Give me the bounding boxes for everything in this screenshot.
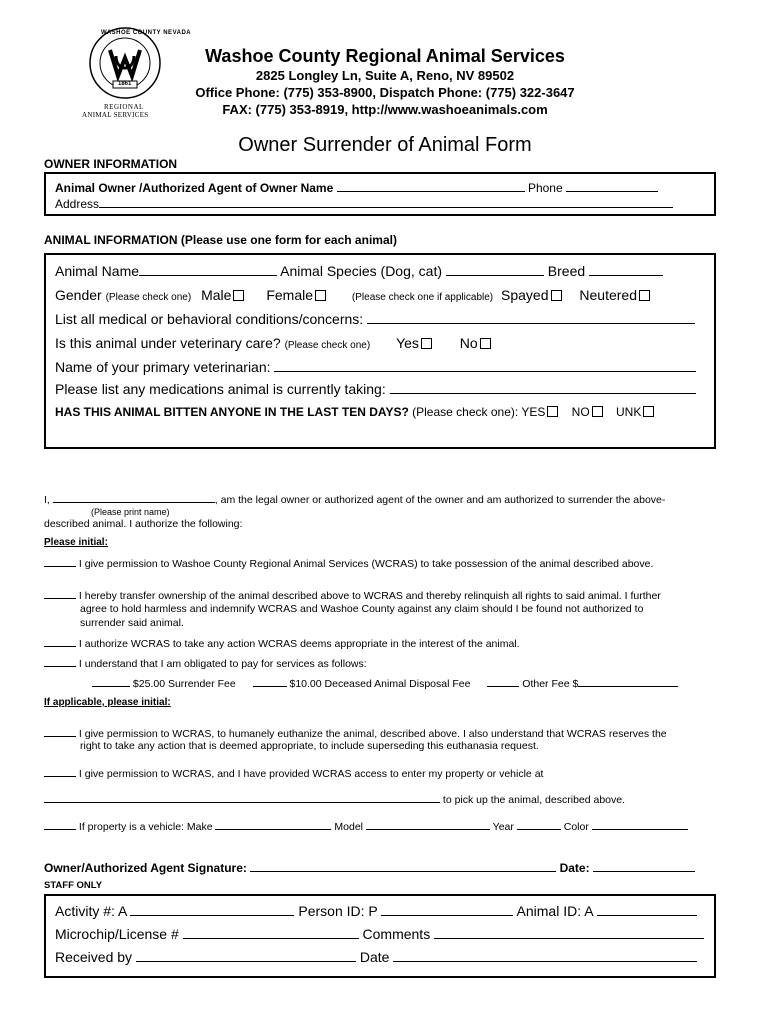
other-fee-amount-field[interactable] [578,677,678,687]
org-phones: Office Phone: (775) 353-8900, Dispatch Phone: (775) 322-3647 [195,85,575,100]
staff-row-1 [55,903,697,919]
seal-year: 1861 [118,81,132,87]
fee1-label: $25.00 Surrender Fee [132,678,236,690]
medications-label: Please list any medications animal is currently taking: [55,381,386,397]
animal-id-label: Animal ID: A [516,903,593,919]
vehicle-color-label: Color [563,821,589,833]
seal-text: WASHOE COUNTY NEVADA [101,30,192,36]
person-id-field[interactable] [381,903,513,916]
owner-address-row [55,195,673,211]
signature-date-field[interactable] [593,859,695,872]
vehicle-year-field[interactable] [517,820,561,830]
activity-field[interactable] [130,903,294,916]
initial-text-3: I authorize WCRAS to take any action WCRAS deems appropriate in the interest of the animal. [78,638,520,650]
animal-name-field[interactable] [139,263,277,276]
owner-phone-field[interactable] [566,179,658,192]
animal-breed-field[interactable] [589,263,663,276]
vehicle-row [44,820,688,833]
initial-item-5 [44,727,667,740]
male-label: Male [201,287,232,303]
initial-text-6: I give permission to WCRAS, and I have provided WCRAS access to enter my property or vehicle at [78,768,544,780]
fee2-label: $10.00 Deceased Animal Disposal Fee [289,678,471,690]
vet-yes-label: Yes [396,335,419,351]
fee2-initial-field[interactable] [253,677,287,687]
animal-name-label: Animal Name [55,263,140,279]
initial-text-1: I give permission to Washoe County Regional Animal Services (WCRAS) to take possession of the animal described above. [78,558,654,570]
initial-item-4 [44,657,367,670]
vet-name-row [55,359,696,375]
staff-date-field[interactable] [393,949,697,962]
gender-hint: (Please check one) [105,292,192,303]
logo-caption-regional: REGIONAL [104,103,144,111]
conditions-row [55,311,695,327]
comments-field[interactable] [434,926,704,939]
medications-field[interactable] [390,381,696,394]
signature-date-label: Date: [559,861,590,875]
person-id-label: Person ID: P [298,903,378,919]
statement-line1 [44,493,665,506]
fees-row [92,677,678,690]
pickup-location-field[interactable] [44,793,440,803]
animal-name-row [55,263,663,279]
vehicle-make-field[interactable] [215,820,331,830]
fee1-initial-field[interactable] [92,677,130,687]
form-title: Owner Surrender of Animal Form [238,134,532,156]
spayed-label: Spayed [501,287,549,303]
animal-species-label: Animal Species (Dog, cat) [280,263,442,279]
print-name-field[interactable] [53,493,215,503]
bitten-no-checkbox[interactable] [592,406,603,417]
staff-only-heading: STAFF ONLY [44,880,103,891]
vehicle-year-label: Year [492,821,514,833]
staff-row-2 [55,926,704,942]
animal-breed-label: Breed [547,263,586,279]
microchip-label: Microchip/License # [55,926,179,942]
initial-field-5[interactable] [44,727,76,737]
bitten-yes-label: (Please check one): YES [412,405,546,419]
initial-field-4[interactable] [44,657,76,667]
vet-name-field[interactable] [274,359,696,372]
owner-name-field[interactable] [337,179,525,192]
initial-field-3[interactable] [44,637,76,647]
initial-text-2a: I hereby transfer ownership of the animal described above to WCRAS and thereby relinquish all rights to said animal. I further [78,590,661,602]
bitten-no-label: NO [571,405,590,419]
print-name-hint: (Please print name) [91,507,170,517]
initial-text-4: I understand that I am obligated to pay for services as follows: [78,658,367,670]
owner-address-field[interactable] [99,195,673,208]
statement-text: , am the legal owner or authorized agent of the owner and am authorized to surrender the above- [214,494,666,506]
please-initial-heading: Please initial: [44,537,108,548]
microchip-field[interactable] [183,926,359,939]
female-label: Female [266,287,314,303]
animal-species-field[interactable] [446,263,544,276]
signature-label: Owner/Authorized Agent Signature: [44,861,247,875]
bitten-label: HAS THIS ANIMAL BITTEN ANYONE IN THE LAST TEN DAYS? [55,405,409,419]
initial-field-1[interactable] [44,557,76,567]
animal-info-heading: ANIMAL INFORMATION (Please use one form for each animal) [44,233,397,247]
comments-label: Comments [362,926,431,942]
received-by-field[interactable] [136,949,356,962]
owner-name-label: Animal Owner /Authorized Agent of Owner Name [55,181,334,195]
initial-text-2b: agree to hold harmless and indemnify WCRAS and Washoe County against any claim should I be found not authorized to [80,603,644,615]
vet-no-checkbox[interactable] [480,338,491,349]
vet-care-row [55,335,491,351]
male-checkbox[interactable] [233,290,244,301]
pickup-location-tail: to pick up the animal, described above. [442,794,626,806]
animal-id-field[interactable] [597,903,697,916]
owner-info-heading: OWNER INFORMATION [44,157,178,171]
initial-field-6[interactable] [44,767,76,777]
animal-info-box [44,253,716,449]
initial-field-7[interactable] [44,820,76,830]
signature-row [44,859,695,875]
if-applicable-heading: If applicable, please initial: [44,697,171,708]
conditions-label: List all medical or behavioral conditions/concerns: [55,311,364,327]
applicable-hint: (Please check one if applicable) [351,292,494,303]
signature-field[interactable] [250,859,556,872]
initial-item-6 [44,767,543,780]
initial-text-5a: I give permission to WCRAS, to humanely euthanize the animal, described above. I also understand that WCRAS reserves the [78,728,667,740]
bitten-unk-checkbox[interactable] [643,406,654,417]
bitten-row [55,405,654,419]
initial-text-5b: right to take any action that is deemed appropriate, to include superseding this euthanasia request. [80,740,539,752]
initial-item-1 [44,557,653,570]
staff-row-3 [55,949,697,965]
vehicle-model-field[interactable] [366,820,490,830]
org-address: 2825 Longley Ln, Suite A, Reno, NV 89502 [255,68,515,83]
vet-yes-checkbox[interactable] [421,338,432,349]
staff-date-label: Date [359,949,390,965]
fee3-initial-field[interactable] [487,677,519,687]
org-fax-web: FAX: (775) 353-8919, http://www.washoeanimals.com [222,102,548,117]
gender-row [55,287,650,303]
neutered-label: Neutered [579,287,637,303]
vet-no-label: No [459,335,478,351]
initial-item-2 [44,589,661,602]
conditions-field[interactable] [367,311,695,324]
vet-care-label: Is this animal under veterinary care? [55,335,281,351]
neutered-checkbox[interactable] [639,290,650,301]
vehicle-make-label: If property is a vehicle: Make [78,821,213,833]
statement-prefix: I, [44,494,50,506]
spayed-checkbox[interactable] [551,290,562,301]
initial-item-3 [44,637,520,650]
org-name: Washoe County Regional Animal Services [205,46,565,66]
owner-address-label: Address [55,197,100,211]
owner-name-row [55,179,658,195]
bitten-yes-checkbox[interactable] [547,406,558,417]
owner-phone-label: Phone [527,181,563,195]
vehicle-model-label: Model [334,821,364,833]
vet-care-hint: (Please check one) [284,340,371,351]
gender-label: Gender [55,287,102,303]
medications-row [55,381,696,397]
activity-label: Activity #: A [55,903,127,919]
fee3-label: Other Fee $ [522,678,579,690]
female-checkbox[interactable] [315,290,326,301]
vehicle-color-field[interactable] [592,820,688,830]
initial-text-2c: surrender said animal. [80,617,184,629]
bitten-unk-label: UNK [616,405,642,419]
statement-line2: described animal. I authorize the following: [44,518,243,530]
vet-name-label: Name of your primary veterinarian: [55,359,271,375]
initial-field-2[interactable] [44,589,76,599]
logo-caption-services: ANIMAL SERVICES [82,111,149,119]
pickup-location-row [44,793,625,806]
received-by-label: Received by [55,949,133,965]
